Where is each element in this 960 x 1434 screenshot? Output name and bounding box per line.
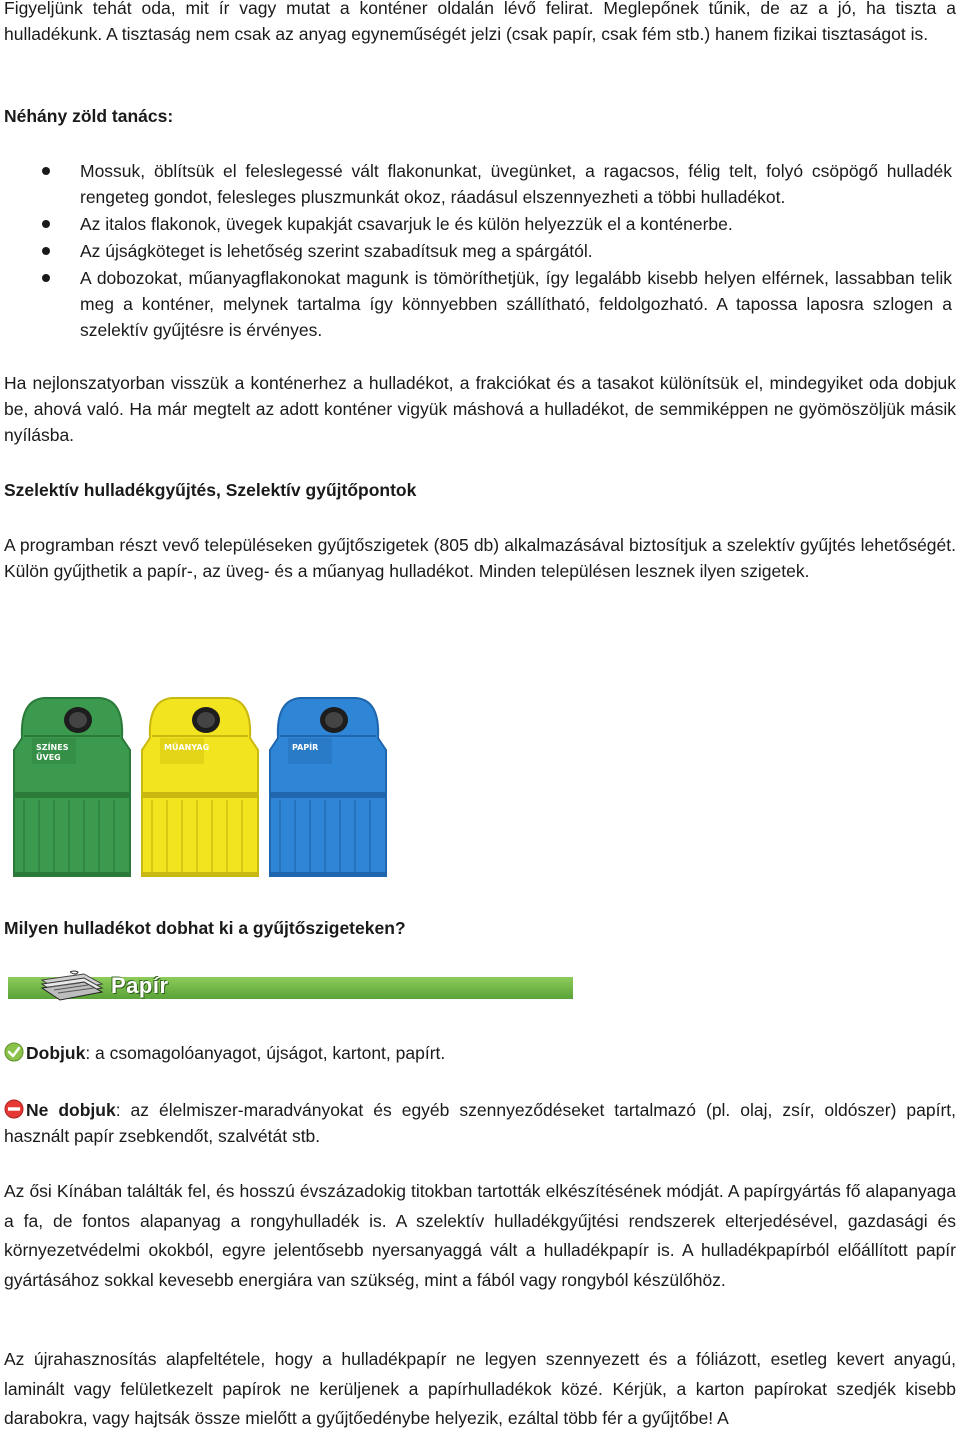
bin-label: PAPÍR — [292, 743, 319, 752]
what-heading: Milyen hulladékot dobhat ki a gyűjtőszigeteken? — [4, 918, 406, 938]
dont-text: : az élelmiszer-maradványokat és egyéb szennyeződéseket tartalmazó (pl. olaj, zsír, oldószer) papírt, használt papír zsebkendőt, szalvétát stb. — [4, 1100, 956, 1146]
selective-heading: Szelektív hulladékgyűjtés, Szelektív gyűjtőpontok — [4, 480, 417, 500]
tip-text: A dobozokat, műanyagflakonokat magunk is tömöríthetjük, így legalább kisebb helyen elférnek, lassabban telik meg a konténer, melynek tartalma így könnyebben szállítható, feldolgozható. A tapossa laposra szlogen a szelektív gyűjtésre is érvényes. — [80, 268, 952, 340]
paper-banner — [8, 970, 573, 1006]
tip-text: Az újságköteget is lehetőség szerint szabadítsuk meg a spárgától. — [80, 241, 593, 261]
tip-text: Az italos flakonok, üvegek kupakját csavarjuk le és külön helyezzük el a konténerbe. — [80, 214, 733, 234]
bag-paragraph: Ha nejlonszatyorban visszük a konténerhez a hulladékot, a frakciókat és a tasakot különítsük el, mindegyiket oda dobjuk be, ahová való. Ha már megtelt az adott konténer vigyük máshová a hulladékot, de semmiképpen ne gyömöszöljük másik nyílásba. — [4, 373, 956, 445]
checkmark-icon — [4, 1042, 24, 1062]
tips-list — [0, 158, 956, 344]
list-item — [0, 238, 956, 264]
reuse-paragraph: Az újrahasznosítás alapfeltétele, hogy a hulladékpapír ne legyen szennyezett és a fóliázott, esetleg kevert anyagú, laminált vagy felületkezelt papírok ne kerüljenek a papírhulladékok közé. Kérjük, a karton papírokat szedjék kisebb darabokra, vagy hajtsák össze mielőtt a gyűjtőedénybe helyezik, ezáltal több fér a gyűjtőbe! A — [4, 1349, 956, 1428]
dont-line — [0, 1097, 960, 1149]
tips-heading: Néhány zöld tanács: — [4, 106, 174, 126]
intro-paragraph: Figyeljünk tehát oda, mit ír vagy mutat a konténer oldalán lévő felirat. Meglepőnek tűnik, de az a jó, ha tiszta a hulladékunk. A tisztaság nem csak az anyag egyneműségét jelzi (csak papír, csak fém stb.) hanem fizikai tisztaságot is. — [4, 0, 956, 44]
do-label: Dobjuk — [26, 1043, 86, 1063]
recycling-bin — [14, 698, 130, 876]
do-text: : a csomagolóanyagot, újságot, kartont, papírt. — [85, 1043, 446, 1063]
do-line — [0, 1040, 960, 1066]
recycling-bins-image — [8, 690, 398, 885]
banner-label: Papír — [111, 973, 169, 998]
bin-label: MŰANYAG — [164, 743, 210, 752]
list-item — [0, 211, 956, 237]
recycling-bin — [270, 698, 386, 876]
no-entry-icon — [4, 1099, 24, 1119]
newspaper-icon — [40, 970, 106, 1004]
list-item — [0, 158, 956, 210]
bullet-icon — [42, 247, 50, 255]
bullet-icon — [42, 274, 50, 282]
bin-label: ÜVEG — [36, 753, 61, 762]
tip-text: Mossuk, öblítsük el feleslegessé vált flakonunkat, üvegünket, a ragacsos, félig telt, folyó csöpögő hulladék rengeteg gondot, felesleges pluszmunkát okoz, ráadásul elszennyezheti a többi hulladékot. — [80, 161, 952, 207]
bullet-icon — [42, 220, 50, 228]
program-paragraph: A programban részt vevő településeken gyűjtőszigetek (805 db) alkalmazásával biztosítjuk a szelektív gyűjtés lehetőségét. Külön gyűjthetik a papír-, az üveg- és a műanyag hulladékot. Minden településen lesznek ilyen szigetek. — [4, 535, 956, 581]
bin-label: SZÍNES — [36, 743, 69, 752]
recycling-bin — [142, 698, 258, 876]
dont-label: Ne dobjuk — [26, 1100, 116, 1120]
bullet-icon — [42, 167, 50, 175]
china-paragraph: Az ősi Kínában találták fel, és hosszú évszázadokig titokban tartották elkészítésének módját. A papírgyártás fő alapanyaga a fa, de fontos alapanyag a rongyhulladék is. A szelektív hulladékgyűjtési rendszerek elterjedésével, gazdasági és környezetvédelmi okokból, egyre jelentősebb nyersanyaggá vált a hulladékpapír is. A hulladékpapírból előállított papír gyártásához sokkal kevesebb energiára van szükség, mint a fából vagy rongyból készülőhöz. — [4, 1181, 956, 1290]
list-item — [0, 265, 956, 343]
